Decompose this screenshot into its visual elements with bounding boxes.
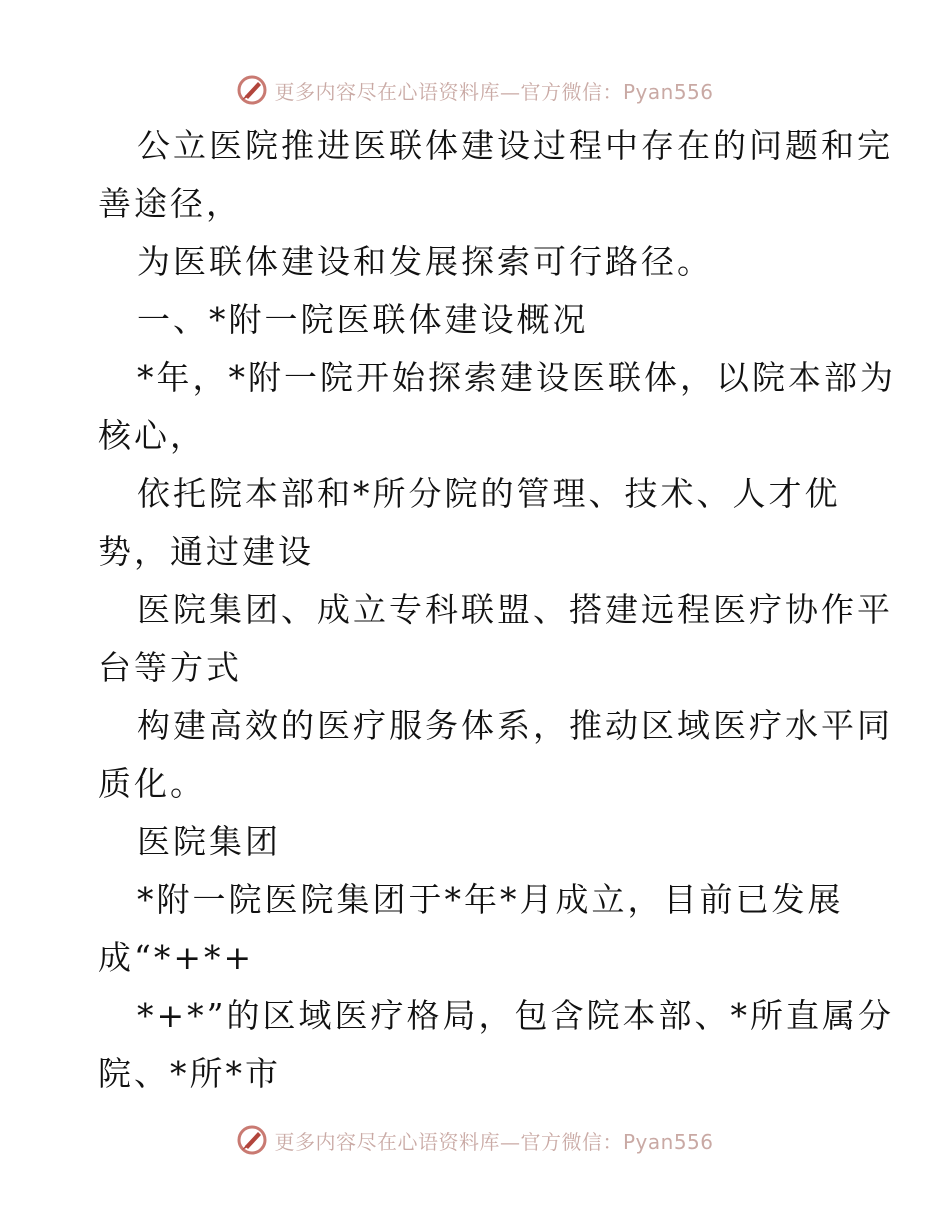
paragraph-line: 台等方式 [98,648,242,687]
paragraph-line: 质化。 [98,764,206,803]
paragraph-line: 构建高效的医疗服务体系，推动区域医疗水平同 [137,706,893,745]
subsection-heading: 医院集团 [137,822,281,861]
header-watermark [0,70,950,110]
paragraph-line: 公立医院推进医联体建设过程中存在的问题和完 [137,126,893,165]
paragraph-line: 势，通过建设 [98,532,314,571]
paragraph-line: *+*”的区域医疗格局，包含院本部、*所直属分 [137,996,895,1035]
watermark-wechat-id: Pyan556 [622,1129,714,1154]
paragraph-line: 核心， [98,416,206,455]
watermark-text: 更多内容尽在心语资料库—官方微信：Pyan556 [274,79,714,104]
paragraph-line: *年，*附一院开始探索建设医联体，以院本部为 [137,358,896,397]
paragraph-line: 医院集团、成立专科联盟、搭建远程医疗协作平 [137,590,893,629]
paragraph-line: 为医联体建设和发展探索可行路径。 [137,242,713,281]
paragraph-line: *附一院医院集团于*年*月成立，目前已发展 [137,880,844,919]
section-heading: 一、*附一院医联体建设概况 [137,300,589,339]
brand-logo-icon [236,74,268,106]
paragraph-line: 成“*+*+ [98,938,255,977]
paragraph-line: 院、*所*市 [98,1054,281,1093]
paragraph-line: 依托院本部和*所分院的管理、技术、人才优 [137,474,841,513]
footer-watermark [0,1120,950,1160]
watermark-text: 更多内容尽在心语资料库—官方微信：Pyan556 [274,1129,714,1154]
brand-logo-icon [236,1124,268,1156]
paragraph-line: 善途径， [98,184,242,223]
watermark-wechat-id: Pyan556 [622,79,714,104]
